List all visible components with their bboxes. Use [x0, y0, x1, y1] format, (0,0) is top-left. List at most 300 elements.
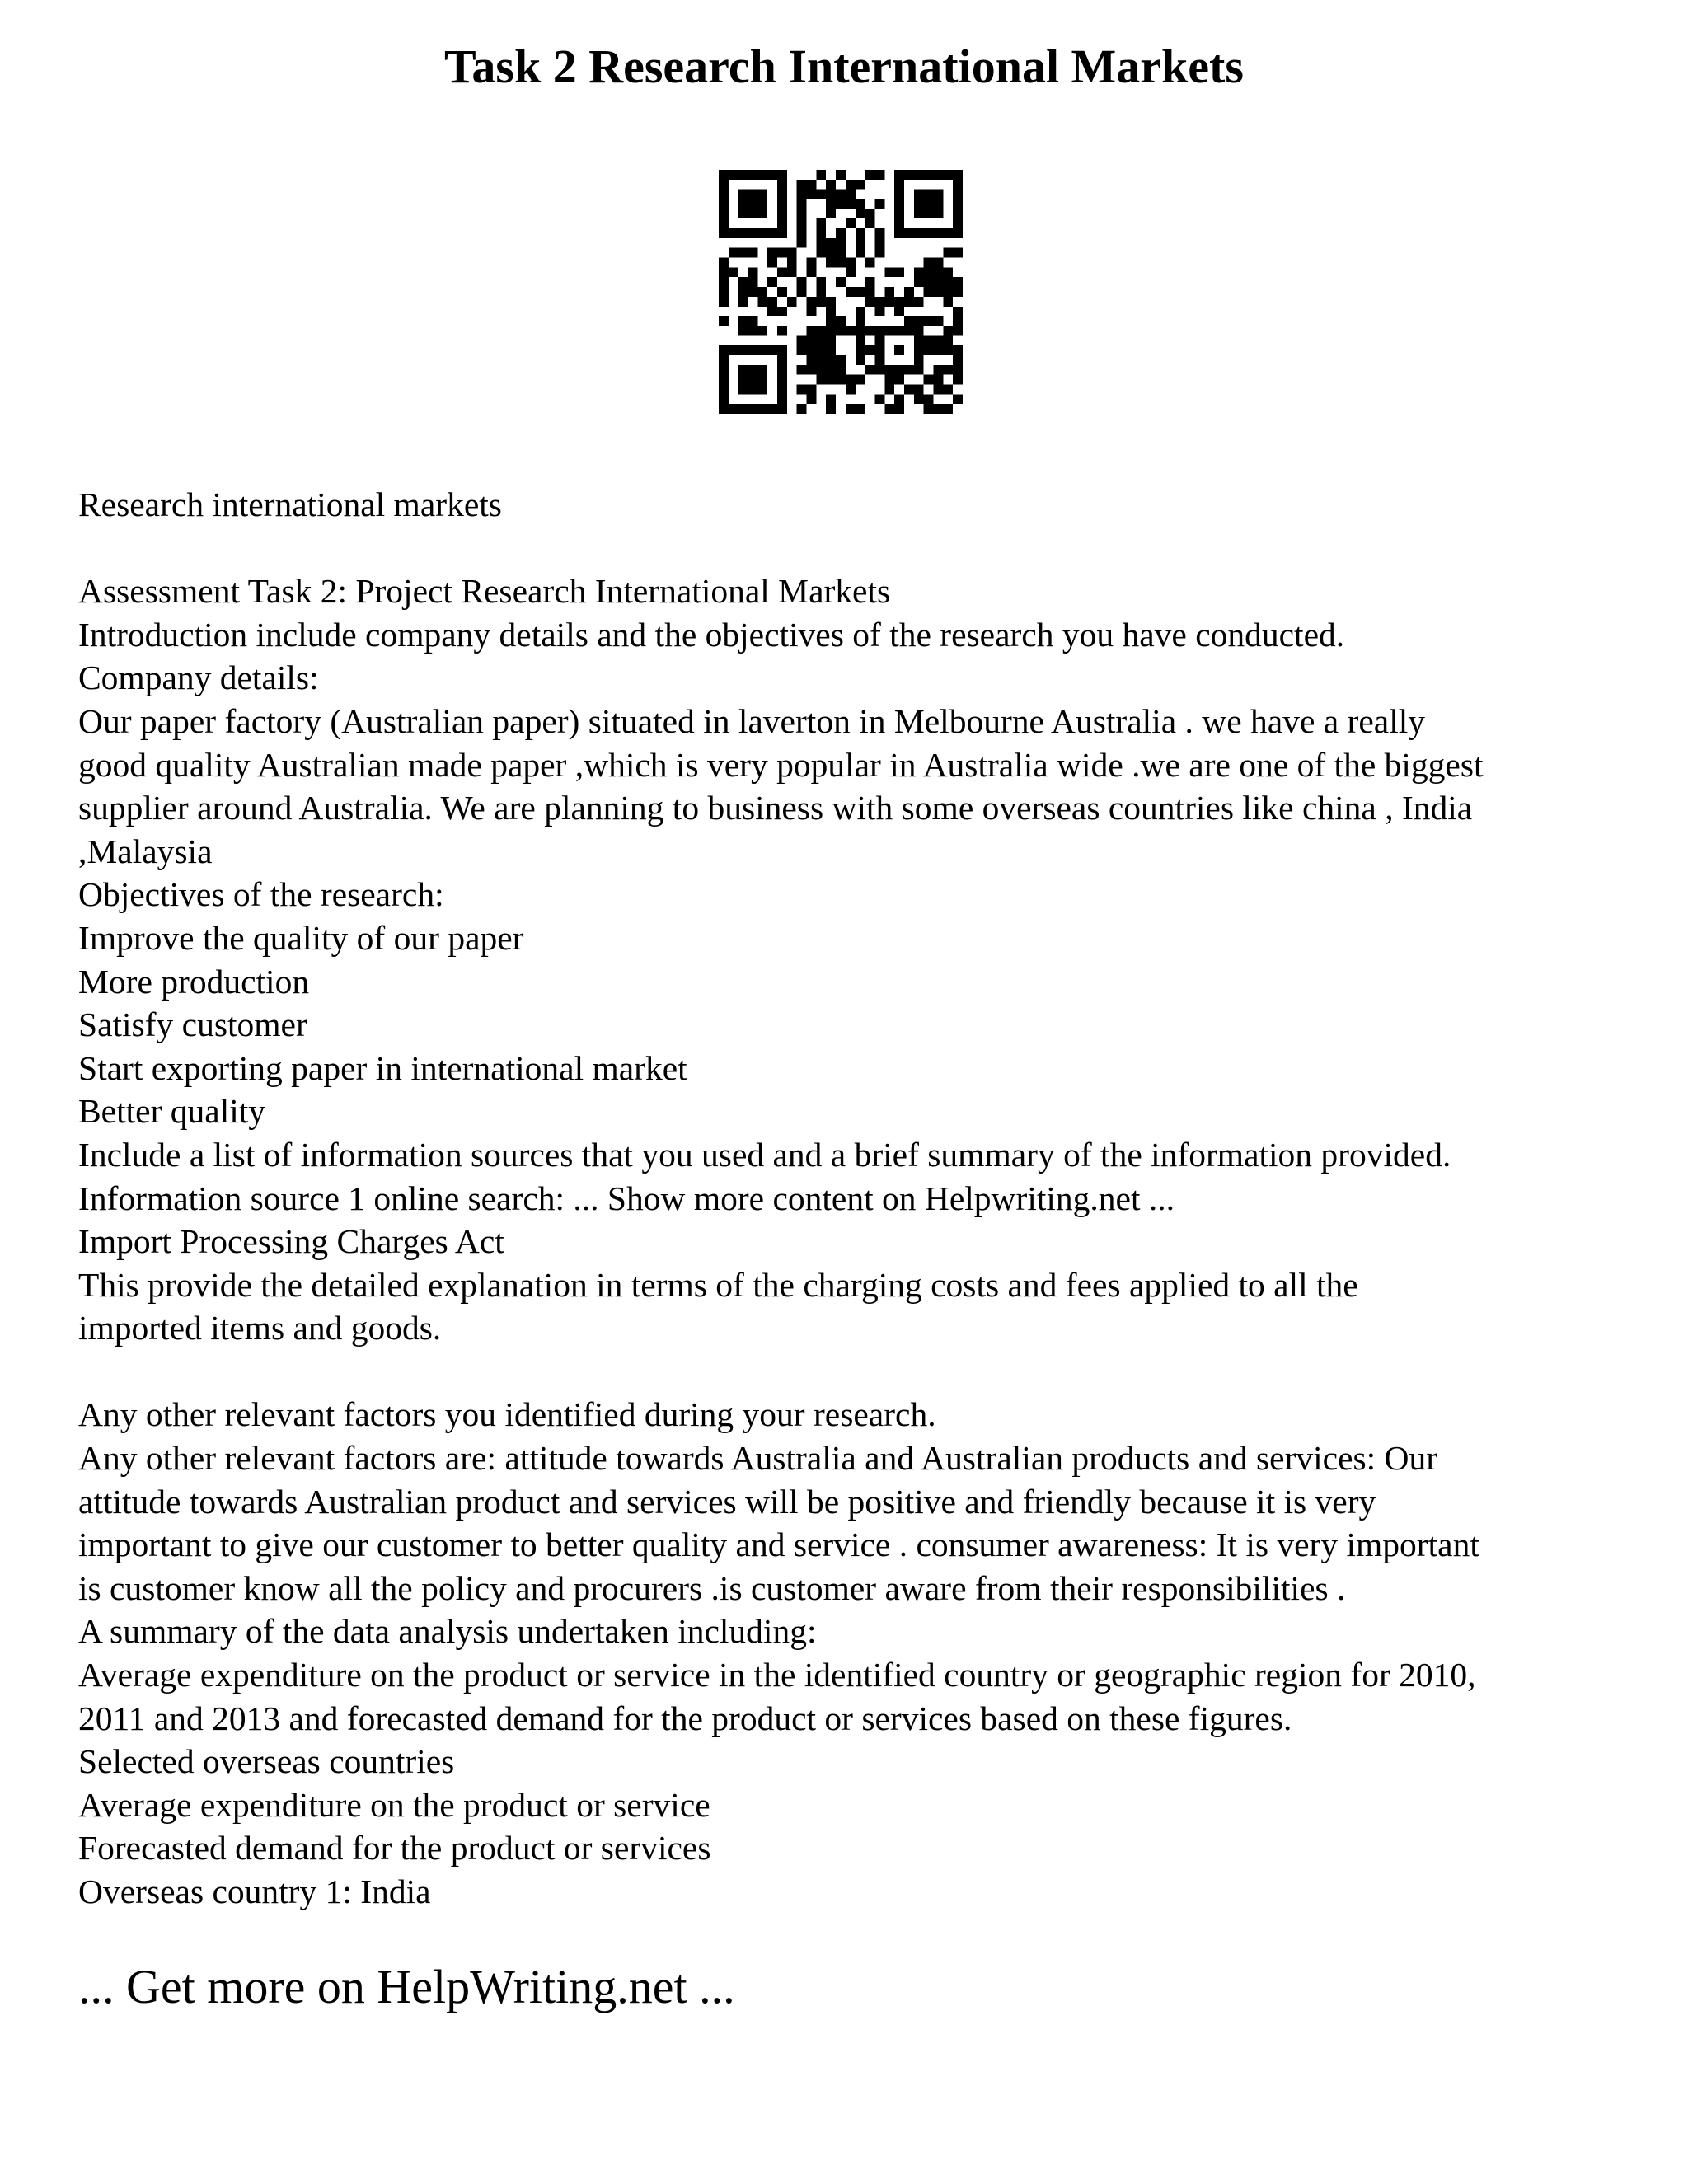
- qr-module: [894, 375, 904, 385]
- qr-module: [874, 199, 884, 209]
- qr-module: [914, 228, 924, 238]
- blank-line: [78, 1350, 1628, 1394]
- body-line: Forecasted demand for the product or services: [78, 1829, 711, 1868]
- qr-module: [807, 190, 817, 199]
- qr-module: [894, 190, 904, 199]
- body-line: Research international markets: [78, 485, 502, 523]
- qr-module: [924, 345, 934, 355]
- qr-module: [865, 365, 875, 375]
- qr-module: [904, 287, 914, 297]
- qr-module: [874, 394, 884, 404]
- qr-module: [777, 248, 787, 258]
- qr-module: [719, 218, 729, 228]
- qr-module: [816, 326, 826, 335]
- qr-module: [757, 326, 767, 335]
- body-line: 2011 and 2013 and forecasted demand for the product or services based on these figures.: [78, 1699, 1292, 1737]
- qr-module: [816, 365, 826, 375]
- qr-module: [729, 404, 738, 414]
- qr-module: [894, 170, 904, 180]
- qr-module: [719, 365, 729, 375]
- qr-module: [856, 307, 865, 316]
- qr-module: [894, 404, 904, 414]
- qr-module: [865, 258, 875, 268]
- qr-module: [797, 345, 807, 355]
- qr-module: [777, 199, 787, 209]
- qr-module: [953, 375, 963, 385]
- qr-module: [874, 170, 884, 180]
- qr-module: [719, 258, 729, 268]
- qr-code-icon: [719, 170, 963, 414]
- qr-module: [914, 277, 924, 287]
- qr-module: [874, 345, 884, 355]
- qr-module: [953, 326, 963, 335]
- qr-module: [894, 365, 904, 375]
- qr-module: [757, 190, 767, 199]
- qr-module: [748, 209, 758, 218]
- qr-module: [943, 277, 953, 287]
- qr-module: [914, 190, 924, 199]
- qr-module: [943, 384, 953, 394]
- qr-module: [856, 209, 865, 218]
- qr-module: [826, 316, 836, 326]
- qr-module: [924, 190, 934, 199]
- qr-module: [767, 248, 777, 258]
- qr-module: [924, 267, 934, 277]
- qr-module: [924, 394, 934, 404]
- qr-module: [953, 355, 963, 365]
- qr-module: [797, 238, 807, 248]
- qr-module: [924, 277, 934, 287]
- qr-module: [767, 297, 777, 307]
- qr-module: [777, 218, 787, 228]
- qr-module: [767, 307, 777, 316]
- body-line: Assessment Task 2: Project Research International Markets: [78, 572, 891, 611]
- qr-module: [748, 287, 758, 297]
- qr-module: [933, 170, 943, 180]
- qr-module: [816, 345, 826, 355]
- qr-module: [846, 375, 856, 385]
- qr-module: [816, 238, 826, 248]
- qr-module: [807, 355, 817, 365]
- qr-module: [884, 375, 894, 385]
- qr-module: [933, 287, 943, 297]
- qr-module: [943, 326, 953, 335]
- qr-module: [894, 345, 904, 355]
- qr-module: [797, 199, 807, 209]
- qr-module: [953, 316, 963, 326]
- qr-module: [856, 375, 865, 385]
- body-line: Selected overseas countries: [78, 1742, 455, 1781]
- qr-module: [846, 384, 856, 394]
- qr-module: [729, 267, 738, 277]
- body-line: Objectives of the research:: [78, 875, 444, 914]
- qr-module: [757, 199, 767, 209]
- show-more-line[interactable]: Information source 1 online search: ... Show more content on Helpwriting.net ...: [78, 1179, 1175, 1217]
- document-body: [78, 483, 1628, 1914]
- body-line: Include a list of information sources that you used and a brief summary of the information provided.: [78, 1135, 1451, 1174]
- qr-module: [953, 180, 963, 190]
- qr-module: [836, 326, 846, 335]
- qr-module: [797, 228, 807, 238]
- qr-module: [719, 209, 729, 218]
- qr-module: [914, 267, 924, 277]
- qr-module: [884, 287, 894, 297]
- qr-module: [816, 190, 826, 199]
- qr-module: [797, 404, 807, 414]
- qr-module: [767, 228, 777, 238]
- qr-module: [924, 316, 934, 326]
- qr-module: [826, 180, 836, 190]
- qr-module: [748, 190, 758, 199]
- qr-module: [865, 326, 875, 335]
- qr-module: [884, 365, 894, 375]
- qr-module: [894, 297, 904, 307]
- qr-module: [914, 209, 924, 218]
- qr-module: [933, 190, 943, 199]
- qr-module: [856, 316, 865, 326]
- qr-module: [914, 326, 924, 335]
- qr-module: [748, 248, 758, 258]
- qr-module: [836, 190, 846, 199]
- qr-module: [748, 228, 758, 238]
- qr-module: [904, 297, 914, 307]
- qr-module: [826, 375, 836, 385]
- qr-module: [807, 394, 817, 404]
- qr-module: [777, 345, 787, 355]
- qr-module: [777, 384, 787, 394]
- qr-module: [816, 355, 826, 365]
- body-line: Any other relevant factors you identified during your research.: [78, 1395, 936, 1434]
- qr-module: [874, 297, 884, 307]
- qr-module: [856, 180, 865, 190]
- qr-module: [719, 180, 729, 190]
- qr-module: [729, 345, 738, 355]
- qr-module: [797, 277, 807, 287]
- qr-module: [865, 277, 875, 287]
- qr-module: [777, 365, 787, 375]
- qr-module: [943, 297, 953, 307]
- qr-module: [894, 180, 904, 190]
- qr-module: [719, 345, 729, 355]
- body-line: Average expenditure on the product or service in the identified country or geographic region for 2010,: [78, 1656, 1476, 1694]
- qr-module: [826, 258, 836, 268]
- qr-module: [894, 326, 904, 335]
- qr-module: [826, 355, 836, 365]
- qr-module: [787, 267, 797, 277]
- qr-module: [884, 326, 894, 335]
- qr-module: [846, 404, 856, 414]
- qr-module: [826, 404, 836, 414]
- qr-module: [943, 287, 953, 297]
- qr-module: [884, 384, 894, 394]
- qr-module: [816, 248, 826, 258]
- qr-module: [826, 248, 836, 258]
- qr-module: [738, 209, 748, 218]
- qr-module: [904, 316, 914, 326]
- qr-module: [943, 248, 953, 258]
- qr-module: [846, 258, 856, 268]
- qr-module: [836, 248, 846, 258]
- body-line: ,Malaysia: [78, 832, 213, 870]
- qr-module: [953, 287, 963, 297]
- qr-module: [953, 394, 963, 404]
- qr-module: [933, 277, 943, 287]
- qr-module: [894, 267, 904, 277]
- qr-module: [738, 326, 748, 335]
- qr-module: [816, 375, 826, 385]
- qr-module: [757, 404, 767, 414]
- qr-module: [943, 404, 953, 414]
- qr-module: [836, 258, 846, 268]
- qr-module: [816, 218, 826, 228]
- qr-module: [856, 345, 865, 355]
- qr-module: [924, 335, 934, 345]
- qr-module: [924, 375, 934, 385]
- qr-module: [777, 209, 787, 218]
- qr-module: [719, 375, 729, 385]
- body-line: Introduction include company details and the objectives of the research you have conducted.: [78, 615, 1345, 654]
- qr-module: [787, 258, 797, 268]
- qr-module: [826, 238, 836, 248]
- qr-module: [953, 170, 963, 180]
- qr-module: [933, 316, 943, 326]
- qr-module: [787, 297, 797, 307]
- qr-module: [757, 345, 767, 355]
- qr-module: [757, 209, 767, 218]
- qr-module: [856, 355, 865, 365]
- qr-module: [846, 190, 856, 199]
- qr-module: [826, 307, 836, 316]
- qr-module: [933, 384, 943, 394]
- qr-module: [797, 384, 807, 394]
- body-line: Company details:: [78, 658, 319, 697]
- qr-module: [719, 228, 729, 238]
- qr-module: [836, 316, 846, 326]
- qr-module: [748, 277, 758, 287]
- qr-module: [797, 218, 807, 228]
- qr-module: [738, 375, 748, 385]
- qr-module: [757, 287, 767, 297]
- qr-module: [914, 384, 924, 394]
- qr-module: [826, 345, 836, 355]
- qr-module: [914, 199, 924, 209]
- qr-module: [826, 335, 836, 345]
- qr-module: [924, 209, 934, 218]
- body-line: is customer know all the policy and procurers .is customer aware from their responsibilities .: [78, 1568, 1346, 1607]
- qr-module: [748, 345, 758, 355]
- qr-module: [933, 258, 943, 268]
- qr-module: [729, 248, 738, 258]
- qr-module: [836, 375, 846, 385]
- body-line: supplier around Australia. We are planning to business with some overseas countries like china , India: [78, 789, 1473, 827]
- qr-module: [777, 180, 787, 190]
- qr-module: [748, 267, 758, 277]
- qr-module: [904, 365, 914, 375]
- qr-module: [836, 238, 846, 248]
- qr-module: [933, 365, 943, 375]
- qr-module: [865, 209, 875, 218]
- qr-module: [846, 180, 856, 190]
- qr-module: [738, 199, 748, 209]
- qr-module: [874, 248, 884, 258]
- qr-module: [894, 209, 904, 218]
- qr-module: [874, 335, 884, 345]
- qr-module: [767, 404, 777, 414]
- qr-module: [953, 209, 963, 218]
- qr-module: [797, 180, 807, 190]
- qr-module: [807, 345, 817, 355]
- qr-module: [836, 199, 846, 209]
- qr-module: [953, 307, 963, 316]
- qr-module: [748, 316, 758, 326]
- qr-module: [884, 404, 894, 414]
- body-line: More production: [78, 962, 310, 1001]
- qr-module: [914, 365, 924, 375]
- qr-module: [777, 404, 787, 414]
- qr-module: [836, 355, 846, 365]
- body-line: Import Processing Charges Act: [78, 1222, 504, 1261]
- qr-module: [826, 297, 836, 307]
- qr-module: [865, 170, 875, 180]
- qr-module: [807, 307, 817, 316]
- qr-module: [738, 228, 748, 238]
- body-line: This provide the detailed explanation in terms of the charging costs and fees applied to all the: [78, 1265, 1358, 1304]
- qr-module: [777, 190, 787, 199]
- qr-module: [943, 228, 953, 238]
- qr-module: [719, 394, 729, 404]
- qr-module: [738, 277, 748, 287]
- qr-module: [874, 307, 884, 316]
- qr-module: [933, 345, 943, 355]
- qr-module: [748, 404, 758, 414]
- qr-module: [894, 394, 904, 404]
- qr-module: [874, 355, 884, 365]
- qr-module: [933, 209, 943, 218]
- qr-module: [836, 170, 846, 180]
- qr-module: [904, 228, 914, 238]
- qr-module: [777, 326, 787, 335]
- get-more-link[interactable]: ... Get more on HelpWriting.net ...: [78, 1960, 735, 2013]
- qr-module: [953, 228, 963, 238]
- qr-module: [953, 199, 963, 209]
- qr-module: [719, 384, 729, 394]
- qr-module: [826, 209, 836, 218]
- qr-module: [738, 384, 748, 394]
- qr-module: [797, 209, 807, 218]
- qr-module: [738, 404, 748, 414]
- qr-module: [836, 228, 846, 238]
- qr-module: [914, 170, 924, 180]
- qr-module: [846, 287, 856, 297]
- qr-module: [767, 345, 777, 355]
- qr-module: [943, 365, 953, 375]
- body-line: good quality Australian made paper ,which is very popular in Australia wide .we are one of the biggest: [78, 745, 1484, 784]
- body-line: A summary of the data analysis undertaken including:: [78, 1612, 817, 1651]
- qr-module: [874, 228, 884, 238]
- qr-module: [846, 326, 856, 335]
- qr-module: [924, 228, 934, 238]
- body-line: important to give our customer to better quality and service . consumer awareness: It is very important: [78, 1526, 1479, 1564]
- body-line: Better quality: [78, 1092, 266, 1131]
- qr-module: [933, 404, 943, 414]
- qr-module: [757, 170, 767, 180]
- qr-module: [856, 238, 865, 248]
- qr-module: [874, 238, 884, 248]
- qr-module: [757, 297, 767, 307]
- qr-module: [953, 248, 963, 258]
- qr-module: [924, 258, 934, 268]
- body-line: imported items and goods.: [78, 1309, 442, 1347]
- qr-module: [914, 335, 924, 345]
- qr-module: [846, 218, 856, 228]
- qr-module: [757, 228, 767, 238]
- qr-module: [933, 267, 943, 277]
- qr-module: [894, 307, 904, 316]
- qr-module: [807, 384, 817, 394]
- qr-module: [943, 267, 953, 277]
- qr-module: [738, 170, 748, 180]
- qr-module: [797, 365, 807, 375]
- qr-module: [719, 316, 729, 326]
- qr-module: [777, 170, 787, 180]
- qr-module: [865, 345, 875, 355]
- qr-module: [894, 218, 904, 228]
- body-line: Satisfy customer: [78, 1005, 307, 1044]
- qr-module: [816, 335, 826, 345]
- qr-module: [924, 199, 934, 209]
- qr-module: [738, 365, 748, 375]
- qr-module: [738, 190, 748, 199]
- body-line: Our paper factory (Australian paper) situated in laverton in Melbourne Australia . we have a really: [78, 701, 1426, 740]
- qr-module: [729, 170, 738, 180]
- qr-module: [953, 218, 963, 228]
- qr-module: [777, 394, 787, 404]
- qr-module: [826, 190, 836, 199]
- qr-module: [856, 404, 865, 414]
- qr-module: [865, 287, 875, 297]
- qr-module: [865, 218, 875, 228]
- qr-module: [816, 170, 826, 180]
- qr-module: [719, 287, 729, 297]
- qr-module: [816, 228, 826, 238]
- qr-module: [914, 394, 924, 404]
- qr-module: [757, 365, 767, 375]
- body-line: Overseas country 1: India: [78, 1872, 431, 1910]
- qr-module: [719, 170, 729, 180]
- qr-module: [924, 404, 934, 414]
- qr-module: [777, 307, 787, 316]
- qr-module: [757, 384, 767, 394]
- qr-module: [807, 267, 817, 277]
- qr-module: [884, 297, 894, 307]
- qr-module: [807, 335, 817, 345]
- qr-module: [719, 190, 729, 199]
- qr-module: [846, 199, 856, 209]
- qr-module: [719, 277, 729, 287]
- qr-module: [953, 365, 963, 375]
- qr-module: [894, 199, 904, 209]
- qr-module: [748, 170, 758, 180]
- qr-module: [738, 287, 748, 297]
- body-line: Average expenditure on the product or service: [78, 1785, 710, 1824]
- qr-module: [933, 335, 943, 345]
- qr-module: [943, 170, 953, 180]
- qr-module: [933, 228, 943, 238]
- qr-module: [807, 180, 817, 190]
- qr-module: [856, 248, 865, 258]
- qr-module: [904, 326, 914, 335]
- qr-module: [797, 335, 807, 345]
